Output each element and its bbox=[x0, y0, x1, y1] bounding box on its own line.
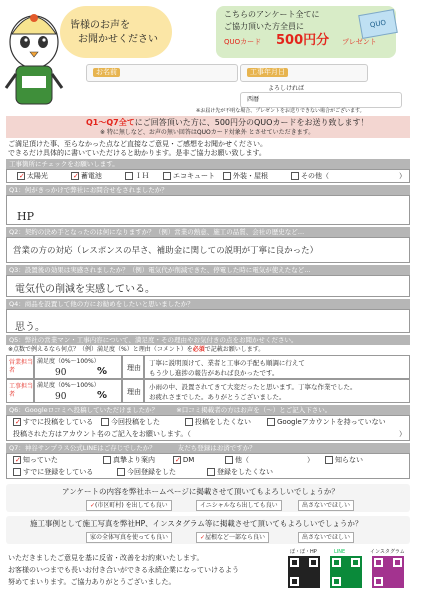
q7-bar: Q7：神谷サンプラス公式LINEはご存じでしたか？ 友だち登録はお済ですか？ bbox=[6, 443, 410, 453]
quo-label: QUOカード bbox=[224, 38, 262, 46]
sales-score: 90 bbox=[55, 368, 67, 378]
intro-line1: ご満足頂けた事、至らなかった点など直接なご意見・ご感想をお聞かせください。 bbox=[8, 140, 267, 148]
work-opt-ih[interactable]: ＩＨ bbox=[125, 172, 149, 181]
greeting-line1: 皆様のお声を bbox=[70, 20, 130, 31]
notice-banner bbox=[6, 116, 410, 138]
q2-bar: Q2：契約の決め手となったのは何になりますか？（例）営業の熱意、施工の品質、会社の歴史など… bbox=[6, 227, 410, 237]
present-line1: こちらのアンケート全てに bbox=[224, 10, 320, 19]
work-opt-battery[interactable]: ✓ 蓄電池 bbox=[73, 172, 102, 180]
q1-bar: Q1：何がきっかけで弊社にお問合せをされましたか？ bbox=[6, 185, 410, 195]
q7-opt-knew[interactable]: ✓ 知っていた bbox=[15, 456, 58, 464]
q6-opt-now[interactable]: 今回投稿をした bbox=[101, 418, 160, 427]
construction-score-cell[interactable]: 満足度（0%～100%） 90 % bbox=[34, 379, 122, 403]
work-opt-ecocute[interactable]: エコキュート bbox=[163, 172, 215, 181]
sales-role: 営業担当者 bbox=[6, 355, 34, 379]
consent-photos bbox=[6, 516, 410, 544]
consent-photos-opt3[interactable]: 出さないでほしい bbox=[298, 532, 354, 543]
q3-answer-box[interactable] bbox=[6, 275, 410, 297]
q6-options: ✓ すでに投稿をしている 今回投稿をした 投稿をしたくない Googleアカウントを持っていない 投稿された方はアカウント名のご記入をお願いします。（ ） bbox=[6, 415, 410, 441]
q6-account-label: 投稿された方はアカウント名のご記入をお願いします。（ bbox=[13, 430, 191, 438]
sales-reason[interactable]: 丁寧に説明頂けて、業者と工事の手配も順調に行えて もう少し進捗の報告があれば良かったです。 bbox=[144, 355, 410, 379]
delivery-note: ※お届け先が不明な場合、プレゼントをお送りできない場合がございます。 bbox=[196, 108, 365, 114]
consent-website-opt3[interactable]: 出さないでほしい bbox=[298, 500, 354, 511]
present-amount: 500円分 bbox=[276, 33, 330, 48]
q7-opt-registered-now[interactable]: 今回登録をした bbox=[117, 468, 176, 477]
q4-bar: Q4：商品を設置して他の方にお勧めをしたいと思いましたか？ bbox=[6, 299, 410, 309]
qr-code-line[interactable] bbox=[330, 556, 362, 588]
date-label: 工事年月日 bbox=[247, 68, 288, 77]
consent-website bbox=[6, 484, 410, 512]
consent-website-opt1[interactable]: ✓(市区町村) を出しても良い bbox=[86, 500, 172, 511]
consent-photos-question: 施工事例として施工写真を弊社HP、インスタグラム等に掲載させて頂いてもよろしいでしょうか？ bbox=[30, 519, 363, 528]
optional-note: よろしければ bbox=[268, 85, 305, 92]
qr-label-instagram: インスタグラム bbox=[370, 549, 405, 555]
q7-opt-didnt-know[interactable]: 知らない bbox=[325, 456, 363, 465]
q6-bar: Q6：Googleロコミへ投稿していただけましたか？ ※口コミ掲載者の方はお声を（〜）とご記入下さい。 bbox=[6, 405, 410, 415]
consent-photos-opt1[interactable]: 家の全体写真を使っても良い bbox=[86, 532, 172, 543]
construction-role: 工事担当者 bbox=[6, 379, 34, 403]
present-line2: ご協力頂いた方全員に bbox=[224, 22, 304, 31]
greeting-bubble bbox=[60, 6, 172, 58]
q7-opt-dm[interactable]: ✓ DM bbox=[175, 456, 195, 464]
greeting-line2: お聞かせください bbox=[78, 34, 158, 45]
q2-answer: 営業の方の対応（レスポンスの早さ、補助金に関しての説明が丁寧に良かった） bbox=[13, 246, 319, 256]
q2-answer-box[interactable] bbox=[6, 237, 410, 263]
era-label: 西暦 bbox=[247, 96, 260, 103]
qr-label-hp: ぼ・ぼ・HP bbox=[290, 549, 317, 555]
consent-website-opt2[interactable]: イニシャルなら出しても良い bbox=[196, 500, 282, 511]
sales-score-cell[interactable]: 満足度（0%～100%） 90 % bbox=[34, 355, 122, 379]
era-field[interactable] bbox=[240, 92, 402, 108]
work-opt-other[interactable]: その他（ bbox=[291, 172, 329, 181]
date-field[interactable] bbox=[240, 64, 368, 82]
notice-main: Q1～Q7全てにご回答頂いた方に、500円分のQUOカードをお送り致します！ bbox=[86, 118, 369, 127]
q7-opt-guide[interactable]: 真摯より案内 bbox=[103, 456, 155, 465]
q1-answer: HP bbox=[17, 210, 34, 223]
footer-line1: いただきましたご意見を基に反省・改善をお約束いたします。 bbox=[8, 554, 204, 562]
consent-website-question: アンケートの内容を弊社ホームページに掲載させて頂いてもよろしいでしょうか？ bbox=[62, 487, 339, 496]
q6-opt-already[interactable]: ✓ すでに投稿をしている bbox=[15, 418, 94, 426]
q3-bar: Q3：設置後の効果は実感されましたか？（例）電気代が削減できた、停電した時に電気が使えたなど… bbox=[6, 265, 410, 275]
sales-reason-label: 理由 bbox=[122, 355, 144, 379]
footer-line2: お客様のいつまでも長いお付き合いができる永続企業になっていけるよう bbox=[8, 566, 239, 574]
q7-opt-registered[interactable]: すでに登録をしている bbox=[13, 468, 93, 477]
q5-note: ※点数で例えるなら何点？（例）満足度（%）と理由（コメント）を必須で記載お願いします。 bbox=[8, 346, 265, 353]
work-type-options: ✓ 太陽光 ✓ 蓄電池 ＩＨ エコキュート 外装・屋根 その他（ ） bbox=[6, 169, 410, 183]
consent-photos-opt2[interactable]: ✓屋根など一部なら良い bbox=[196, 532, 269, 543]
mascot-illustration bbox=[4, 4, 64, 114]
name-label: お名前 bbox=[93, 68, 120, 77]
name-field[interactable] bbox=[86, 64, 238, 82]
footer-line3: 努めてまいります。ご協力ありがとうございました。 bbox=[8, 578, 176, 586]
q1-answer-box[interactable] bbox=[6, 195, 410, 225]
work-type-bar: 工事箇所にチェックをお願いします。 bbox=[6, 159, 410, 169]
q6-opt-no[interactable]: 投稿をしたくない bbox=[185, 418, 251, 427]
work-opt-exterior[interactable]: 外装・屋根 bbox=[223, 172, 268, 181]
q4-answer: 思う。 bbox=[15, 322, 45, 333]
construction-reason[interactable]: 小雨の中、設置されてきて大変だったと思います。丁寧な作業でした。 お疲れさまでした。ありがとうございました。 bbox=[144, 379, 410, 403]
q5-bar: Q5：弊社の営業マン・工事内容について、満足度・その理由やお気付きの点をお聞かせください。 bbox=[6, 335, 410, 345]
intro-line2: できるだけ具体的に書いていただけると助かります。是非ご協力お願い致します。 bbox=[8, 149, 266, 157]
q3-answer: 電気代の削減を実感している。 bbox=[15, 284, 155, 295]
q7-opt-other[interactable]: 他（ bbox=[225, 456, 249, 465]
q7-options: ✓ 知っていた 真摯より案内 ✓ DM 他（ ） 知らない すでに登録をしている 今回登録をした 登録をしたくない bbox=[6, 453, 410, 479]
q6-opt-noaccount[interactable]: Googleアカウントを持っていない bbox=[267, 418, 386, 427]
construction-reason-label: 理由 bbox=[122, 379, 144, 403]
present-word: プレゼント bbox=[342, 38, 377, 46]
qr-code-hp[interactable] bbox=[288, 556, 320, 588]
q4-answer-box[interactable] bbox=[6, 309, 410, 333]
notice-sub: ※ 特に無しなど、お声の無い回答はQUOカード対象外 とさせていただきます。 bbox=[100, 129, 315, 136]
construction-score: 90 bbox=[55, 392, 67, 402]
work-opt-solar[interactable]: ✓ 太陽光 bbox=[19, 172, 48, 180]
qr-label-line: LINE bbox=[334, 549, 346, 555]
qr-code-instagram[interactable] bbox=[372, 556, 404, 588]
q7-opt-no-register[interactable]: 登録をしたくない bbox=[207, 468, 273, 477]
quo-card-image: QUO bbox=[358, 9, 398, 39]
